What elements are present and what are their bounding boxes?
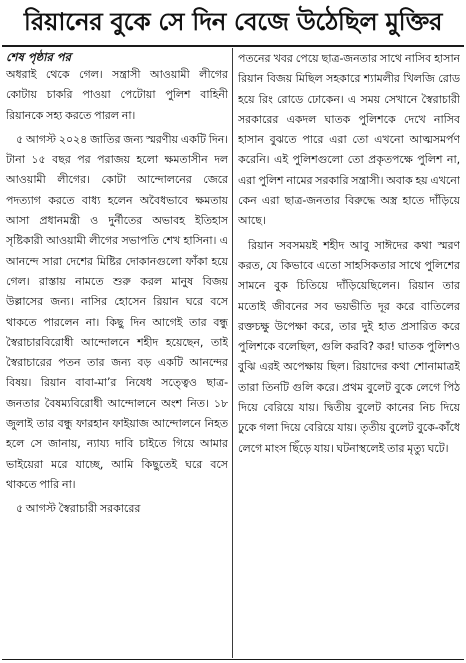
- headline: রিয়ানের বুকে সে দিন বেজে উঠেছিল মুক্তির: [23, 7, 443, 36]
- column-divider: [232, 48, 233, 658]
- paragraph: রিয়ান সবসময়ই শহীদ আবু সাঈদের কথা স্মরণ করত, যে কিভাবে এতো সাহসিকতার সাথে পুলিশের সামনে বুক চিতিয়ে দাঁড়িয়েছিলেন। রিয়ান তার মতোই জীবনের সব ভয়ভীতি দূর করে বাতিলের রক্তচক্ষু উপেক্ষা করে, তার দুই হাত প্রসারিত করে পুলিশকে বলেছিল, গুলি করবি? কর! ঘাতক পুলিশও বুঝি এরই অপেক্ষায় ছিল। রিয়াদের কথা শোনামাত্রই তারা তিনটি গুলি করে। প্রথম বুলেট বুকে লেগে পিঠ দিয়ে বেরিয়ে যায়। দ্বিতীয় বুলেট কানের নিচ দিয়ে ঢুকে গলা দিয়ে বেরিয়ে যায়। তৃতীয় বুলেট বুকে-কাঁধে লেগে মাংস ছিঁড়ে যায়। ঘটনাস্থলেই তার মৃত্যু ঘটে।: [238, 238, 460, 455]
- paragraph: ৫ আগস্ট স্বৈরাচারী সরকারের: [16, 502, 141, 516]
- paragraph: ৫ আগস্ট ২০২৪ জাতির জন্য স্মরণীয় একটি দিন। টানা ১৫ বছর পর পরাজয় হলো ক্ষমতাসীন দল আওয়ামী লীগের। কোটা আন্দোলনের জেরে পদত্যাগ করতে বাধ্য হলেন অবৈধভাবে ক্ষমতায় আসা প্রধানমন্ত্রী ও দুর্নীতের অভাবহ ইতিহাস সৃষ্টিকারী আওয়ামী লীগের সভাপতি শেখ হাসিনা। এ আনন্দে সারা দেশের মিষ্টির দোকানগুলো ফাঁকা হয়ে গেল। রাস্তায় নামতে শুরু করল মানুষ বিজয় উল্লাসের জন্য। নাসির হোসেন রিয়ান ঘরে বসে থাকতে পারলেন না। কিছু দিন আগেই তার বন্ধু স্বৈরাচারবিরোধী আন্দোলনে শহীদ হয়েছেন, তাই স্বৈরাচারের পতন তার জন্য বড় একটি আনন্দের বিষয়। রিয়ান বাবা-মা’র নিষেধ সত্ত্বেও ছাত্র-জনতার বৈষম্যবিরোধী আন্দোলনে অংশ নিত। ১৮ জুলাই তার বন্ধু ফারহান ফাইয়াজ আন্দোলনে নিহত হলে সে জানায়, ন্যায্য দাবি চাইতে গিয়ে আমার ভাইয়েরা মরে যাচ্ছে, আমি কিছুতেই ঘরে বসে থাকতে পারি না।: [6, 132, 228, 491]
- bottom-rule: [2, 659, 464, 660]
- headline-rule: [2, 45, 464, 47]
- article-column-right: [238, 49, 460, 658]
- continuation-kicker: শেষ পৃষ্ঠার পর: [6, 50, 71, 64]
- article-column-left: [6, 49, 228, 658]
- paragraph: অধরাই থেকে গেল। সন্ত্রাসী আওয়ামী লীগের কোটায় চাকরি পাওয়া পেটোয়া পুলিশ বাহিনী রিয়ানকে সহ্য করতে পারল না।: [6, 68, 228, 122]
- paragraph: পতনের খবর পেয়ে ছাত্র-জনতার সাথে নাসিব হাসান রিয়ান বিজয় মিছিল সহকারে শ্যামলীর খিলজি রোড হয়ে রিং রোডে ঢোকেন। এ সময় সেখানে স্বৈরাচারী সরকারের একদল ঘাতক পুলিশকে দেখে নাসিব হাসান বুঝতে পারে এরা তো এখনো আত্মসমর্পণ করেনি। এই পুলিশগুলো তো প্রকৃতপক্ষে পুলিশ না, এরা পুলিশ নামের সরকারি সন্ত্রাসী। অবাক হয় এখনো কেন এরা ছাত্র-জনতার বিরুদ্ধে অস্ত্র হাতে দাঁড়িয়ে আছে।: [238, 52, 460, 228]
